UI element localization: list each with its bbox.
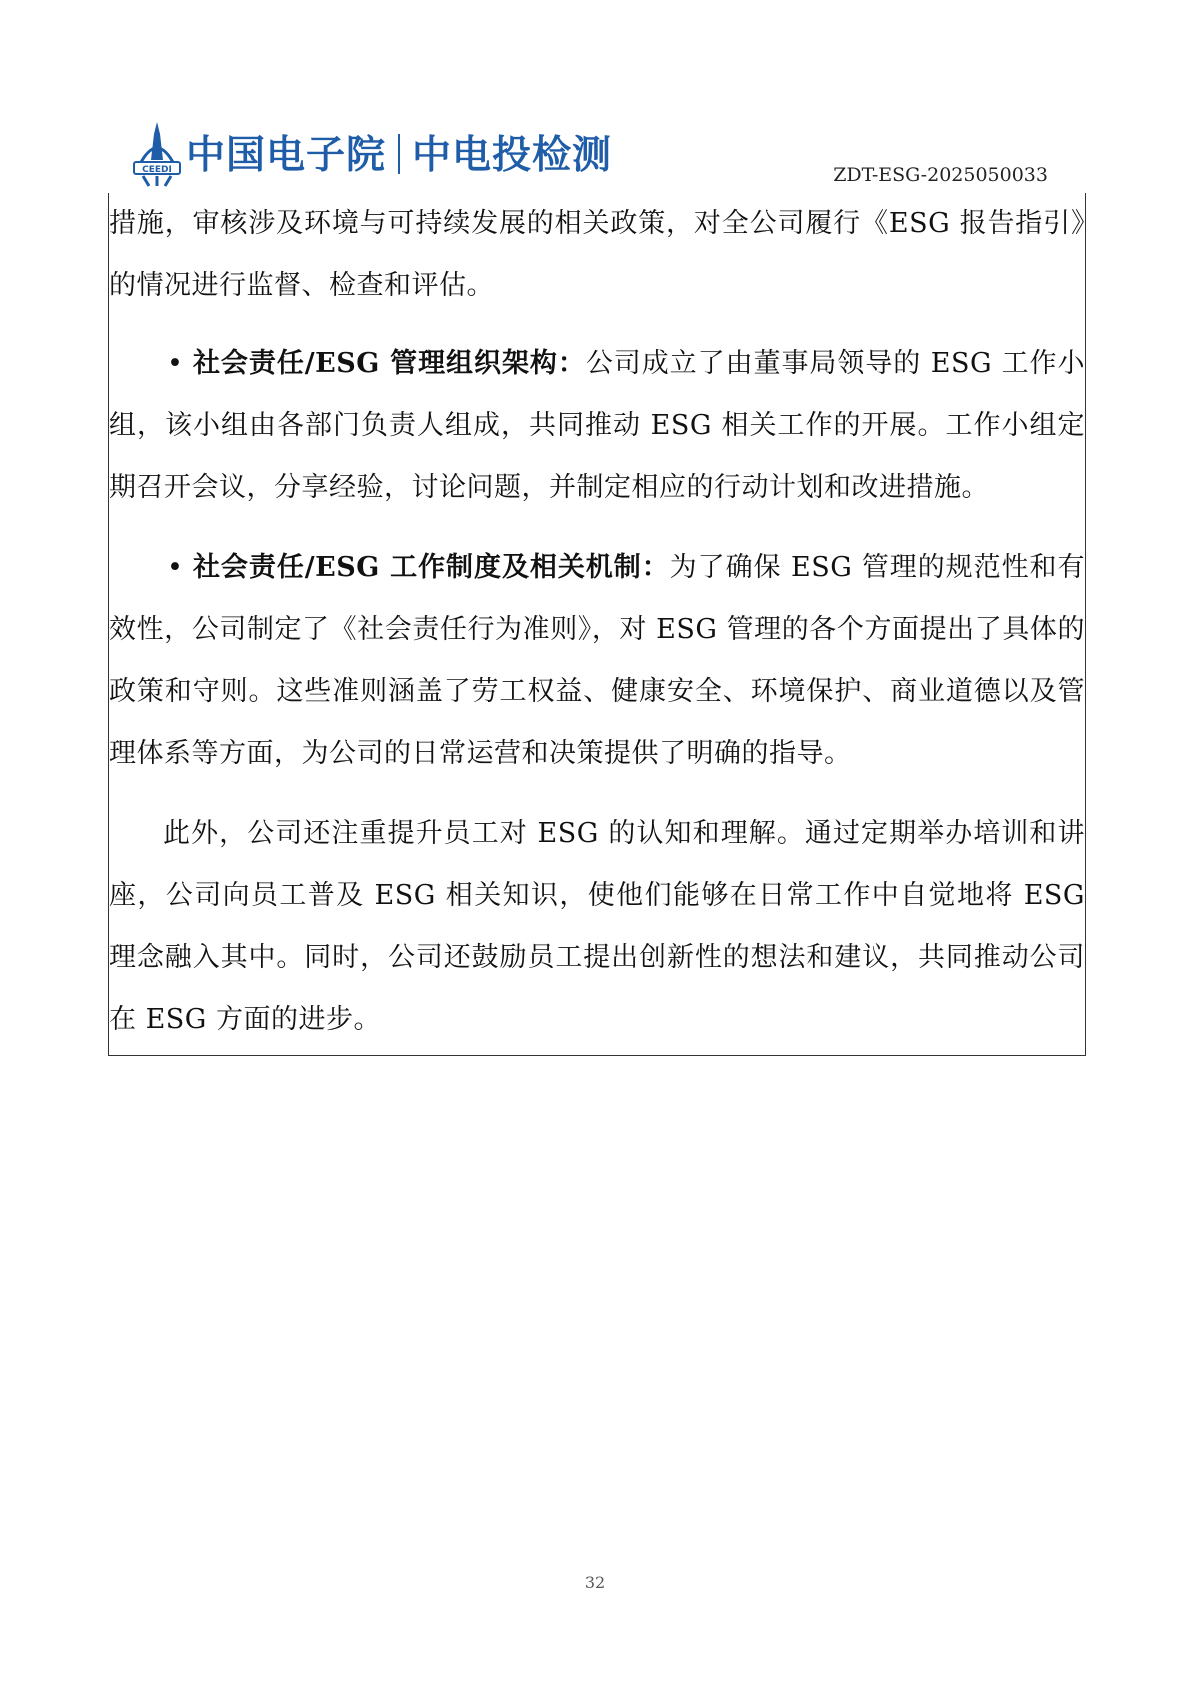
- document-code: ZDT-ESG-2025050033: [833, 164, 1048, 186]
- page-number: 32: [584, 1573, 606, 1592]
- content-table-cell: [108, 193, 1086, 1056]
- paragraph-continuation: 措施，审核涉及环境与可持续发展的相关政策，对全公司履行《ESG 报告指引》的情况进行监督、检查和评估。: [109, 208, 1085, 301]
- paragraph-esg-organization: [109, 333, 1085, 519]
- page-header: [128, 112, 1058, 192]
- bullet-marker: •: [167, 552, 184, 583]
- paragraph-esg-mechanism: [109, 537, 1085, 785]
- paragraph-lead-heading: 社会责任/ESG 工作制度及相关机制：: [192, 552, 670, 583]
- logo-text-right: 中电投检测: [412, 133, 613, 178]
- ceedi-logo-icon: [133, 120, 181, 188]
- paragraph-body: 公司成立了由董事局领导的 ESG 工作小组，该小组由各部门负责人组成，共同推动 ESG 相关工作的开展。工作小组定期召开会议，分享经验，讨论问题，并制定相应的行动计划和改进措施。: [109, 348, 1085, 503]
- logo-badge-text: CEEDI: [142, 165, 172, 175]
- logo-text-left: 中国电子院: [186, 133, 387, 178]
- paragraph-employee-training: 此外，公司还注重提升员工对 ESG 的认知和理解。通过定期举办培训和讲座，公司向员工普及 ESG 相关知识，使他们能够在日常工作中自觉地将 ESG 理念融入其中。同时，公司还鼓励员工提出创新性的想法和建议，共同推动公司在 ESG 方面的进步。: [109, 818, 1085, 1035]
- bullet-marker: •: [167, 348, 184, 379]
- paragraph-lead-heading: 社会责任/ESG 管理组织架构：: [192, 348, 586, 379]
- organization-logo-text: [186, 124, 612, 180]
- logo-divider: [398, 134, 400, 174]
- paragraph-body: 为了确保 ESG 管理的规范性和有效性，公司制定了《社会责任行为准则》，对 ESG 管理的各个方面提出了具体的政策和守则。这些准则涵盖了劳工权益、健康安全、环境保护、商业道德以及管理体系等方面，为公司的日常运营和决策提供了明确的指导。: [109, 552, 1085, 769]
